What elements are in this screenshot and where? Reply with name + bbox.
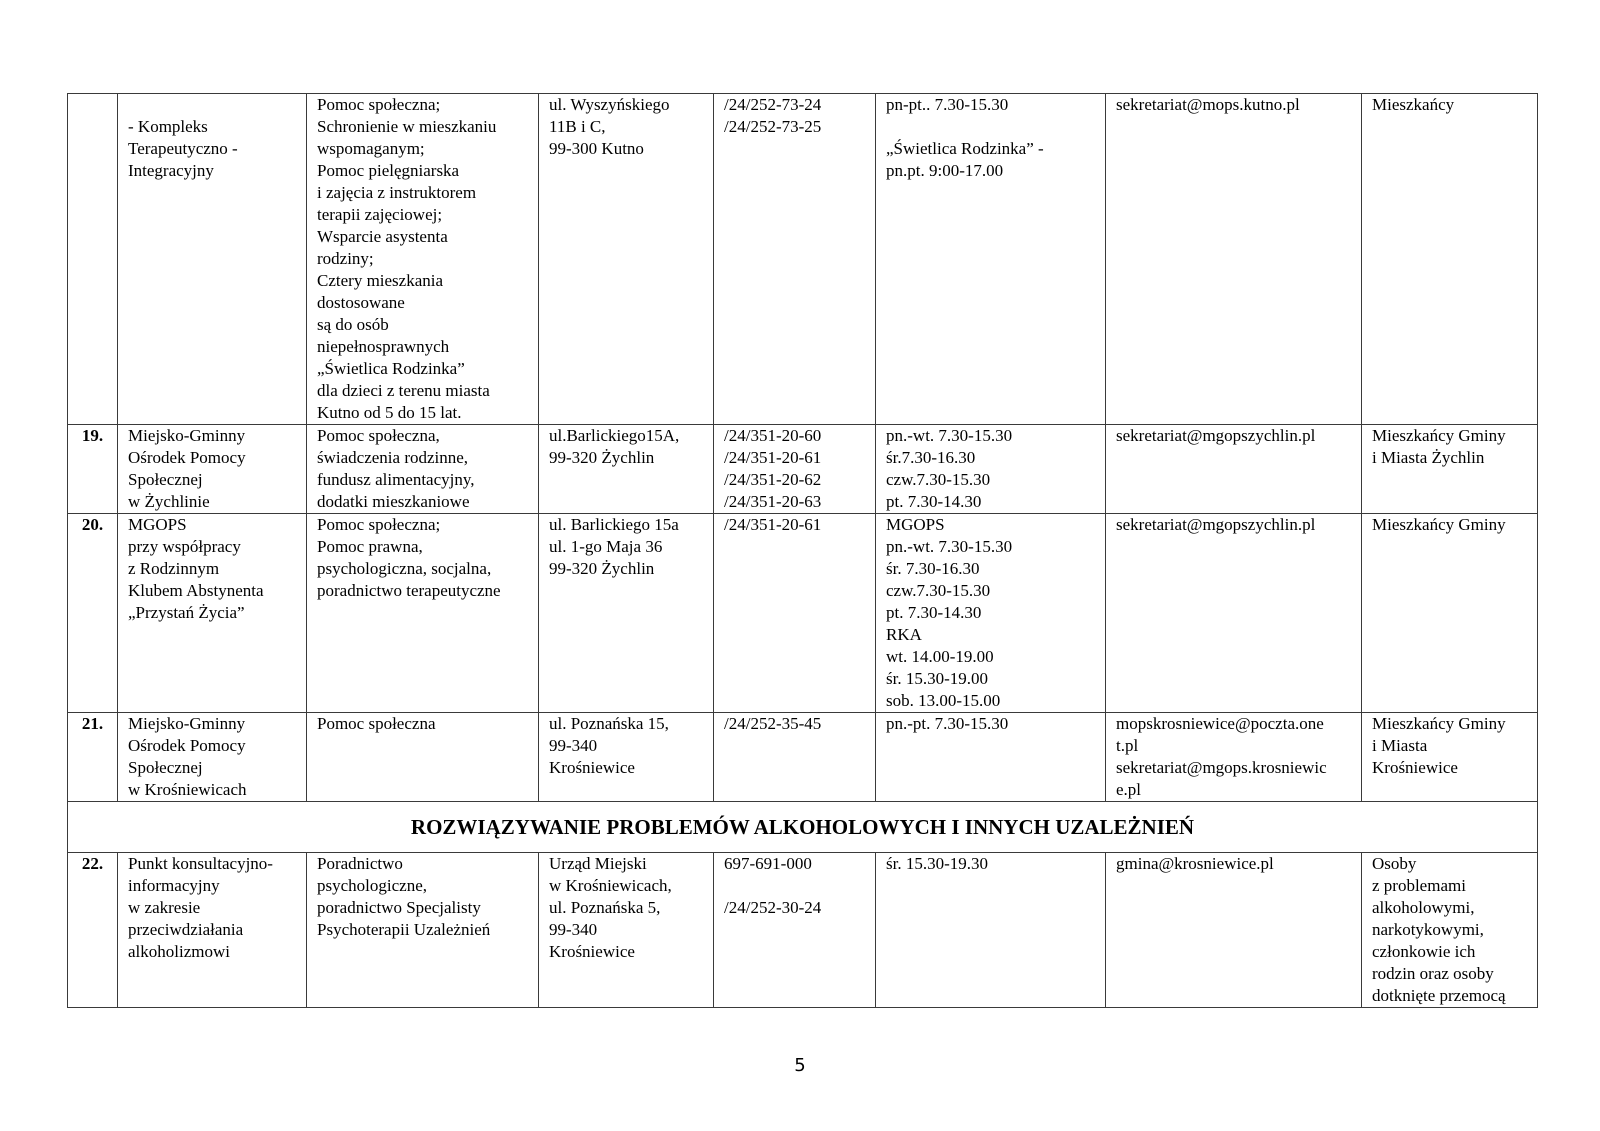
cell-line: pn.pt. 9:00-17.00 — [886, 161, 1004, 180]
cell-line: „Świetlica Rodzinka” — [317, 359, 465, 378]
cell-line: członkowie ich — [1372, 942, 1476, 961]
cell-line: „Świetlica Rodzinka” - — [886, 139, 1044, 158]
recipients-cell — [1362, 94, 1538, 425]
cell-line: /24/351-20-60 — [724, 426, 822, 445]
phone-cell — [714, 713, 876, 802]
cell-line: Krośniewice — [1372, 758, 1458, 777]
cell-line: sob. 13.00-15.00 — [886, 691, 1001, 710]
cell-line: sekretariat@mops.kutno.pl — [1116, 95, 1300, 114]
address-cell — [539, 713, 714, 802]
cell-line: pt. 7.30-14.30 — [886, 603, 982, 622]
phone-cell — [714, 853, 876, 1008]
cell-line: w Krośniewicach — [128, 780, 247, 799]
cell-line: sekretariat@mgopszychlin.pl — [1116, 515, 1316, 534]
table-row — [68, 425, 1538, 514]
cell-line: Schronienie w mieszkaniu — [317, 117, 497, 136]
cell-line: rodziny; — [317, 249, 374, 268]
cell-line: gmina@krosniewice.pl — [1116, 854, 1274, 873]
cell-line: czw.7.30-15.30 — [886, 581, 991, 600]
cell-line: terapii zajęciowej; — [317, 205, 443, 224]
cell-line: z problemami — [1372, 876, 1466, 895]
row-number-cell: 19. — [68, 425, 118, 514]
cell-line: Społecznej — [128, 470, 203, 489]
institution-name-cell — [118, 94, 307, 425]
services-cell — [307, 94, 539, 425]
cell-line: Klubem Abstynenta — [128, 581, 264, 600]
cell-line: psychologiczna, socjalna, — [317, 559, 492, 578]
address-cell — [539, 425, 714, 514]
cell-line: dodatki mieszkaniowe — [317, 492, 470, 511]
cell-line: Poradnictwo — [317, 854, 403, 873]
cell-line: i zajęcia z instruktorem — [317, 183, 477, 202]
cell-line — [886, 116, 1105, 138]
row-number-cell: 21. — [68, 713, 118, 802]
phone-cell — [714, 94, 876, 425]
cell-line: śr. 7.30-16.30 — [886, 559, 980, 578]
cell-line: Ośrodek Pomocy — [128, 448, 246, 467]
cell-line: MGOPS — [886, 515, 945, 534]
row-number-cell: 22. — [68, 853, 118, 1008]
address-cell — [539, 514, 714, 713]
email-cell — [1106, 425, 1362, 514]
cell-line: informacyjny — [128, 876, 220, 895]
cell-line: wspomaganym; — [317, 139, 425, 158]
cell-line: świadczenia rodzinne, — [317, 448, 469, 467]
cell-line: 99-320 Żychlin — [549, 559, 655, 578]
cell-line: pn.-wt. 7.30-15.30 — [886, 537, 1013, 556]
address-cell — [539, 94, 714, 425]
section-heading: ROZWIĄZYWANIE PROBLEMÓW ALKOHOLOWYCH I INNYCH UZALEŻNIEŃ — [68, 802, 1538, 853]
phone-cell — [714, 514, 876, 713]
cell-line: Pomoc pielęgniarska — [317, 161, 460, 180]
cell-line: 99-340 — [549, 736, 598, 755]
cell-line: mopskrosniewice@poczta.one — [1116, 714, 1324, 733]
cell-line: Społecznej — [128, 758, 203, 777]
cell-line: ul. Barlickiego 15a — [549, 515, 679, 534]
cell-line: wt. 14.00-19.00 — [886, 647, 994, 666]
cell-line: e.pl — [1116, 780, 1142, 799]
cell-line: czw.7.30-15.30 — [886, 470, 991, 489]
cell-line: poradnictwo terapeutyczne — [317, 581, 501, 600]
cell-line: Krośniewice — [549, 758, 635, 777]
cell-line: śr. 15.30-19.00 — [886, 669, 988, 688]
cell-line: Integracyjny — [128, 161, 214, 180]
cell-line: w Krośniewicach, — [549, 876, 672, 895]
cell-line: ul. Poznańska 15, — [549, 714, 669, 733]
institution-name-cell — [118, 713, 307, 802]
cell-line: „Przystań Życia” — [128, 603, 245, 622]
hours-cell — [876, 514, 1106, 713]
cell-line: 99-340 — [549, 920, 598, 939]
cell-line: przy współpracy — [128, 537, 241, 556]
email-cell — [1106, 713, 1362, 802]
cell-line: 697-691-000 — [724, 854, 812, 873]
cell-line: i Miasta — [1372, 736, 1428, 755]
table-row — [68, 853, 1538, 1008]
services-cell — [307, 514, 539, 713]
cell-line: /24/252-73-25 — [724, 117, 822, 136]
cell-line: Punkt konsultacyjno- — [128, 854, 273, 873]
institutions-table — [67, 93, 1538, 1008]
cell-line: i Miasta Żychlin — [1372, 448, 1485, 467]
cell-line: Miejsko-Gminny — [128, 714, 246, 733]
hours-cell — [876, 853, 1106, 1008]
institution-name-cell — [118, 514, 307, 713]
recipients-cell — [1362, 853, 1538, 1008]
recipients-cell — [1362, 514, 1538, 713]
email-cell — [1106, 853, 1362, 1008]
cell-line: Urząd Miejski — [549, 854, 647, 873]
services-cell — [307, 853, 539, 1008]
cell-line: Psychoterapii Uzależnień — [317, 920, 491, 939]
cell-line: /24/351-20-62 — [724, 470, 822, 489]
cell-line: w Żychlinie — [128, 492, 210, 511]
cell-line: dla dzieci z terenu miasta — [317, 381, 490, 400]
cell-line — [128, 94, 306, 116]
cell-line: śr. 15.30-19.30 — [886, 854, 988, 873]
cell-line: Krośniewice — [549, 942, 635, 961]
cell-line: Pomoc społeczna — [317, 714, 436, 733]
cell-line: /24/252-30-24 — [724, 898, 822, 917]
cell-line: Pomoc społeczna, — [317, 426, 440, 445]
cell-line: Ośrodek Pomocy — [128, 736, 246, 755]
table-row — [68, 514, 1538, 713]
cell-line: pt. 7.30-14.30 — [886, 492, 982, 511]
cell-line: pn-pt.. 7.30-15.30 — [886, 95, 1009, 114]
cell-line: Mieszkańcy — [1372, 95, 1455, 114]
cell-line: MGOPS — [128, 515, 187, 534]
cell-line: 99-300 Kutno — [549, 139, 644, 158]
cell-line: Osoby — [1372, 854, 1417, 873]
cell-line: Mieszkańcy Gminy — [1372, 426, 1506, 445]
cell-line: pn.-wt. 7.30-15.30 — [886, 426, 1013, 445]
cell-line: /24/252-73-24 — [724, 95, 822, 114]
cell-line: są do osób — [317, 315, 389, 334]
cell-line: Miejsko-Gminny — [128, 426, 246, 445]
cell-line: poradnictwo Specjalisty — [317, 898, 481, 917]
cell-line: Kutno od 5 do 15 lat. — [317, 403, 462, 422]
recipients-cell — [1362, 425, 1538, 514]
cell-line: niepełnosprawnych — [317, 337, 450, 356]
recipients-cell — [1362, 713, 1538, 802]
page-number: 5 — [794, 1055, 806, 1076]
hours-cell — [876, 425, 1106, 514]
row-number-cell: 20. — [68, 514, 118, 713]
cell-line: alkoholowymi, — [1372, 898, 1475, 917]
cell-line: pn.-pt. 7.30-15.30 — [886, 714, 1009, 733]
cell-line: Mieszkańcy Gminy — [1372, 515, 1506, 534]
cell-line: ul. Wyszyńskiego — [549, 95, 670, 114]
institution-name-cell — [118, 853, 307, 1008]
phone-cell — [714, 425, 876, 514]
cell-line: śr.7.30-16.30 — [886, 448, 976, 467]
cell-line: 11B i C, — [549, 117, 606, 136]
hours-cell — [876, 94, 1106, 425]
cell-line: dostosowane — [317, 293, 405, 312]
cell-line: Pomoc społeczna; — [317, 95, 441, 114]
cell-line: sekretariat@mgops.krosniewic — [1116, 758, 1327, 777]
cell-line: przeciwdziałania — [128, 920, 244, 939]
cell-line: Wsparcie asystenta — [317, 227, 448, 246]
cell-line: z Rodzinnym — [128, 559, 220, 578]
cell-line: /24/252-35-45 — [724, 714, 822, 733]
cell-line: fundusz alimentacyjny, — [317, 470, 475, 489]
cell-line: dotknięte przemocą — [1372, 986, 1506, 1005]
cell-line: - Kompleks — [128, 117, 208, 136]
cell-line: Pomoc społeczna; — [317, 515, 441, 534]
table-row — [68, 713, 1538, 802]
cell-line: RKA — [886, 625, 922, 644]
cell-line: Pomoc prawna, — [317, 537, 423, 556]
email-cell — [1106, 94, 1362, 425]
services-cell — [307, 425, 539, 514]
cell-line: psychologiczne, — [317, 876, 427, 895]
cell-line: w zakresie — [128, 898, 201, 917]
institution-name-cell — [118, 425, 307, 514]
cell-line: t.pl — [1116, 736, 1139, 755]
email-cell — [1106, 514, 1362, 713]
cell-line: Mieszkańcy Gminy — [1372, 714, 1506, 733]
cell-line: /24/351-20-63 — [724, 492, 822, 511]
cell-line: Terapeutyczno - — [128, 139, 238, 158]
row-number-cell — [68, 94, 118, 425]
cell-line: ul.Barlickiego15A, — [549, 426, 680, 445]
table-row — [68, 94, 1538, 425]
cell-line — [724, 875, 875, 897]
cell-line: 99-320 Żychlin — [549, 448, 655, 467]
cell-line: rodzin oraz osoby — [1372, 964, 1494, 983]
cell-line: ul. 1-go Maja 36 — [549, 537, 663, 556]
hours-cell — [876, 713, 1106, 802]
cell-line: sekretariat@mgopszychlin.pl — [1116, 426, 1316, 445]
cell-line: ul. Poznańska 5, — [549, 898, 661, 917]
address-cell — [539, 853, 714, 1008]
cell-line: Cztery mieszkania — [317, 271, 444, 290]
cell-line: /24/351-20-61 — [724, 515, 822, 534]
cell-line: alkoholizmowi — [128, 942, 230, 961]
cell-line: /24/351-20-61 — [724, 448, 822, 467]
section-heading-row — [68, 802, 1538, 853]
cell-line: narkotykowymi, — [1372, 920, 1484, 939]
services-cell — [307, 713, 539, 802]
